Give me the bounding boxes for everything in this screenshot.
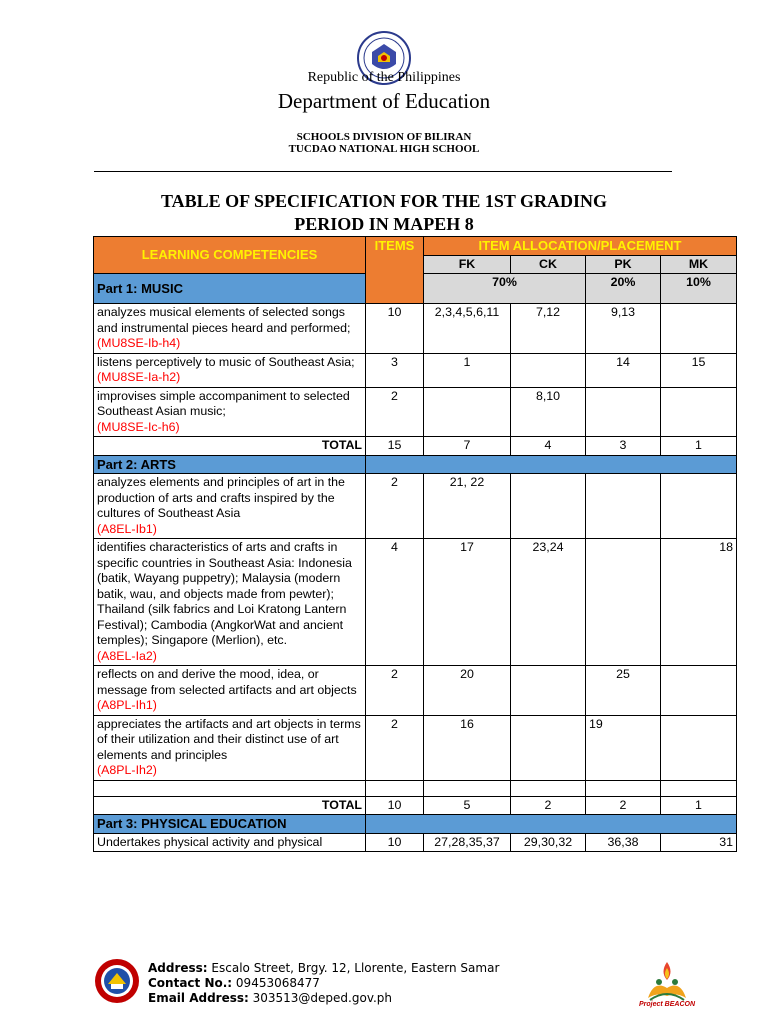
total-pk: 2	[586, 796, 661, 815]
fk-cell: 27,28,35,37	[424, 833, 511, 852]
department-name: Department of Education	[277, 89, 491, 113]
mk-cell	[661, 387, 737, 437]
division-name: SCHOOLS DIVISION OF BILIRAN	[296, 131, 472, 143]
table-row	[94, 666, 737, 716]
items-count: 2	[366, 666, 424, 716]
items-count: 2	[366, 387, 424, 437]
competency-code: (A8EL-Ib1)	[97, 521, 157, 536]
ck-cell: 23,24	[511, 539, 586, 666]
fk-cell	[424, 387, 511, 437]
items-count: 2	[366, 715, 424, 780]
pct-pk: 20%	[586, 274, 661, 304]
total-label: TOTAL	[94, 796, 366, 815]
pk-cell	[586, 387, 661, 437]
header-pk: PK	[586, 255, 661, 274]
header-ck: CK	[511, 255, 586, 274]
mk-cell: 18	[661, 539, 737, 666]
ck-cell: 29,30,32	[511, 833, 586, 852]
competency-text: reflects on and derive the mood, idea, or message from selected artifacts and art objects	[97, 667, 357, 697]
table-row	[94, 304, 737, 354]
header-fk: FK	[424, 255, 511, 274]
contact-value: 09453068477	[232, 976, 320, 990]
total-row	[94, 796, 737, 815]
ck-cell	[511, 715, 586, 780]
competency-code: (A8EL-Ia2)	[97, 648, 157, 663]
address-label: Address:	[148, 961, 208, 975]
competency-code: (A8PL-Ih1)	[97, 698, 157, 712]
competency-text: improvises simple accompaniment to selected Southeast Asian music;	[97, 388, 350, 418]
competency-text: analyzes musical elements of selected songs and instrumental pieces heard and performed;	[97, 305, 351, 335]
fk-cell: 21, 22	[424, 474, 511, 539]
email-label: Email Address:	[148, 991, 249, 1005]
header-divider	[94, 171, 672, 172]
ck-cell: 7,12	[511, 304, 586, 354]
pk-cell	[586, 539, 661, 666]
competency-text: identifies characteristics of arts and crafts in specific countries in Southeast Asia: Indonesia (batik, Wayang puppetry); Malaysia (modern batik, wau, and objects made from pewter); Thailand (silk fabrics and Loi Kratong Lantern Festival); Cambodia (AngkorWat and ancient temples); Singapore (Merlion), etc.	[97, 540, 352, 647]
competency-text: analyzes elements and principles of art in the production of arts and crafts inspired by the cultures of Southeast Asia	[97, 475, 345, 520]
table-row	[94, 353, 737, 387]
mk-cell: 31	[661, 833, 737, 852]
total-fk: 7	[424, 437, 511, 456]
items-count: 10	[366, 304, 424, 354]
document-title-line1: TABLE OF SPECIFICATION FOR THE 1ST GRADING	[160, 191, 608, 211]
competency-code: (MU8SE-Ib-h4)	[97, 336, 181, 350]
address-line	[148, 961, 499, 975]
mk-cell	[661, 666, 737, 716]
ck-cell	[511, 474, 586, 539]
table-row	[94, 387, 737, 437]
school-name: TUCDAO NATIONAL HIGH SCHOOL	[288, 143, 480, 155]
part2-band	[366, 455, 737, 474]
competency-text: Undertakes physical activity and physical	[94, 833, 366, 852]
contact-label: Contact No.:	[148, 976, 233, 990]
fk-cell: 1	[424, 353, 511, 387]
competency-text: listens perceptively to music of Southeast Asia;	[97, 354, 355, 369]
fk-cell: 16	[424, 715, 511, 780]
total-ck: 2	[511, 796, 586, 815]
email-value: 303513@deped.gov.ph	[248, 991, 393, 1005]
document-title-line2: PERIOD IN MAPEH 8	[294, 214, 474, 234]
part1-label: Part 1: MUSIC	[94, 274, 366, 304]
total-items: 15	[366, 437, 424, 456]
total-label: TOTAL	[94, 437, 366, 456]
pct-fk-ck: 70%	[424, 274, 586, 304]
mk-cell	[661, 304, 737, 354]
part3-label: Part 3: PHYSICAL EDUCATION	[94, 815, 366, 834]
competency-text: appreciates the artifacts and art objects in terms of their utilization and their distinct use of art elements and principles	[97, 716, 361, 762]
competency-code: (MU8SE-Ia-h2)	[97, 370, 181, 384]
items-count: 2	[366, 474, 424, 539]
competency-code: (A8PL-Ih2)	[97, 763, 157, 777]
mk-cell: 15	[661, 353, 737, 387]
total-pk: 3	[586, 437, 661, 456]
empty-row	[94, 780, 737, 796]
competency-code: (MU8SE-Ic-h6)	[97, 419, 180, 434]
pct-mk: 10%	[661, 274, 737, 304]
part3-band	[366, 815, 737, 834]
total-mk: 1	[661, 796, 737, 815]
pk-cell: 25	[586, 666, 661, 716]
specification-table	[93, 236, 737, 852]
ck-cell: 8,10	[511, 387, 586, 437]
ck-cell	[511, 666, 586, 716]
items-count: 10	[366, 833, 424, 852]
mk-cell	[661, 474, 737, 539]
total-row	[94, 437, 737, 456]
email-line	[148, 991, 392, 1005]
fk-cell: 20	[424, 666, 511, 716]
table-row	[94, 715, 737, 780]
header-items: ITEMS	[366, 237, 424, 304]
total-ck: 4	[511, 437, 586, 456]
fk-cell: 17	[424, 539, 511, 666]
table-row	[94, 474, 737, 539]
total-mk: 1	[661, 437, 737, 456]
table-row	[94, 539, 737, 666]
total-fk: 5	[424, 796, 511, 815]
mk-cell	[661, 715, 737, 780]
items-count: 4	[366, 539, 424, 666]
header-learning-competencies: LEARNING COMPETENCIES	[94, 237, 366, 274]
pk-cell: 19	[586, 715, 661, 780]
table-row	[94, 833, 737, 852]
school-seal-icon	[94, 958, 140, 1004]
beacon-caption: Project BEACON	[638, 1001, 695, 1008]
address-value: Escalo Street, Brgy. 12, Llorente, Eastern Samar	[207, 961, 500, 975]
total-items: 10	[366, 796, 424, 815]
fk-cell: 2,3,4,5,6,11	[424, 304, 511, 354]
pk-cell: 9,13	[586, 304, 661, 354]
items-count: 3	[366, 353, 424, 387]
part2-label: Part 2: ARTS	[94, 455, 366, 474]
ck-cell	[511, 353, 586, 387]
header-item-allocation: ITEM ALLOCATION/PLACEMENT	[424, 237, 737, 256]
contact-line	[148, 976, 320, 990]
pk-cell	[586, 474, 661, 539]
header-mk: MK	[661, 255, 737, 274]
pk-cell: 36,38	[586, 833, 661, 852]
republic-line: Republic of the Philippines	[307, 70, 461, 85]
pk-cell: 14	[586, 353, 661, 387]
